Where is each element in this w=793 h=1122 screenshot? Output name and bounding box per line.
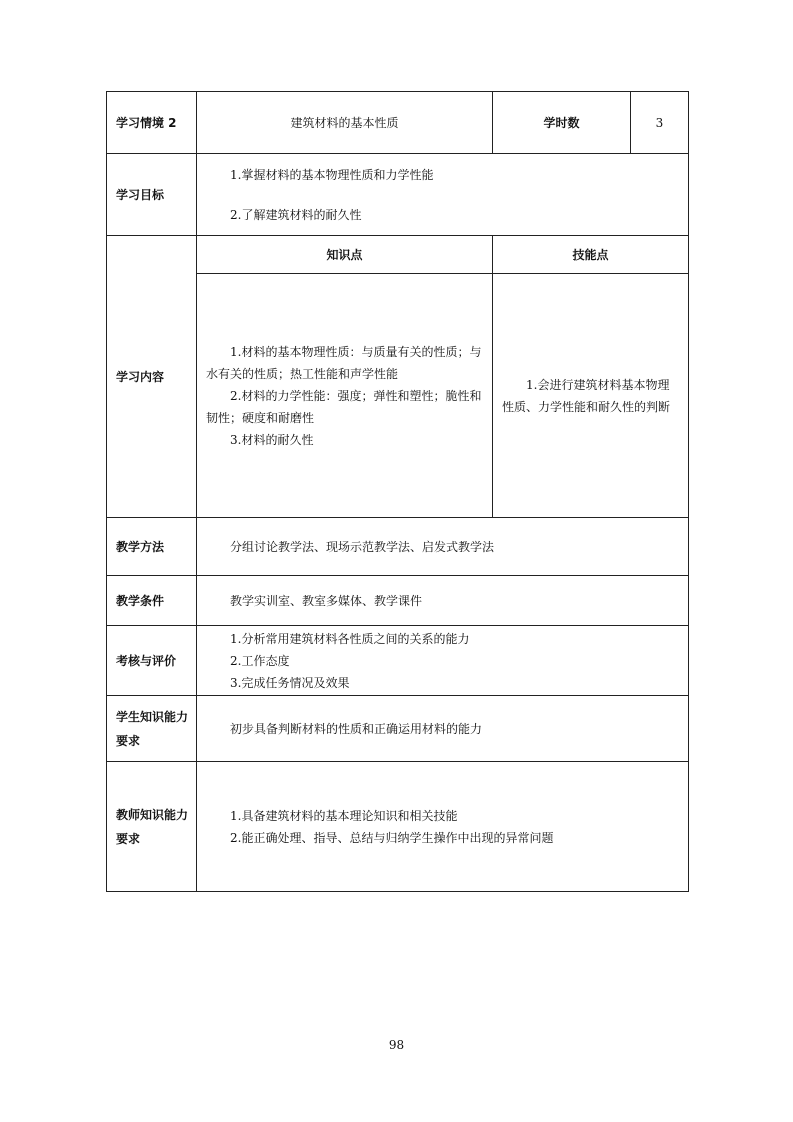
knowledge-header: 知识点 <box>197 236 493 274</box>
objectives-label: 学习目标 <box>107 154 197 236</box>
teacher-req-label <box>107 762 197 892</box>
knowledge-item: 3.材料的耐久性 <box>230 432 314 447</box>
student-req-row <box>107 696 689 762</box>
situation-title: 建筑材料的基本性质 <box>197 92 493 154</box>
objective-item: 2.了解建筑材料的耐久性 <box>230 207 362 222</box>
skills-cell <box>493 274 689 518</box>
teacher-req-row <box>107 762 689 892</box>
methods-label: 教学方法 <box>107 518 197 576</box>
knowledge-item: 2.材料的力学性能：强度；弹性和塑性；脆性和韧性；硬度和耐磨性 <box>206 388 482 425</box>
skills-item: 1.会进行建筑材料基本物理性质、力学性能和耐久性的判断 <box>502 377 671 414</box>
student-req-label <box>107 696 197 762</box>
objectives-row <box>107 154 689 236</box>
page-number: 98 <box>388 1038 405 1052</box>
assessment-item: 3.完成任务情况及效果 <box>230 675 350 690</box>
header-row <box>107 92 689 154</box>
teacher-req-label-line2: 要求 <box>116 831 141 846</box>
student-req-label-line1: 学生知识能力 <box>116 709 189 724</box>
course-plan-table <box>106 91 689 892</box>
hours-value: 3 <box>631 92 689 154</box>
assessment-item: 2.工作态度 <box>230 653 290 668</box>
hours-label: 学时数 <box>493 92 631 154</box>
knowledge-item: 1.材料的基本物理性质：与质量有关的性质；与水有关的性质；热工性能和声学性能 <box>206 344 482 381</box>
conditions-label: 教学条件 <box>107 576 197 626</box>
methods-row <box>107 518 689 576</box>
student-req-label-line2: 要求 <box>116 733 141 748</box>
content-label: 学习内容 <box>107 236 197 518</box>
assessment-label: 考核与评价 <box>107 626 197 696</box>
methods-text: 分组讨论教学法、现场示范教学法、启发式教学法 <box>197 518 689 576</box>
content-header-row <box>107 236 689 274</box>
objectives-cell <box>197 154 689 236</box>
teacher-req-item: 1.具备建筑材料的基本理论知识和相关技能 <box>230 808 458 823</box>
teacher-req-cell <box>197 762 689 892</box>
skills-header: 技能点 <box>493 236 689 274</box>
teacher-req-label-line1: 教师知识能力 <box>116 807 189 822</box>
conditions-row <box>107 576 689 626</box>
knowledge-cell <box>197 274 493 518</box>
teacher-req-item: 2.能正确处理、指导、总结与归纳学生操作中出现的异常问题 <box>230 830 554 845</box>
situation-label: 学习情境 2 <box>107 92 197 154</box>
student-req-text: 初步具备判断材料的性质和正确运用材料的能力 <box>197 696 689 762</box>
conditions-text: 教学实训室、教室多媒体、教学课件 <box>197 576 689 626</box>
assessment-cell <box>197 626 689 696</box>
assessment-item: 1.分析常用建筑材料各性质之间的关系的能力 <box>230 631 470 646</box>
assessment-row <box>107 626 689 696</box>
objective-item: 1.掌握材料的基本物理性质和力学性能 <box>230 167 434 182</box>
